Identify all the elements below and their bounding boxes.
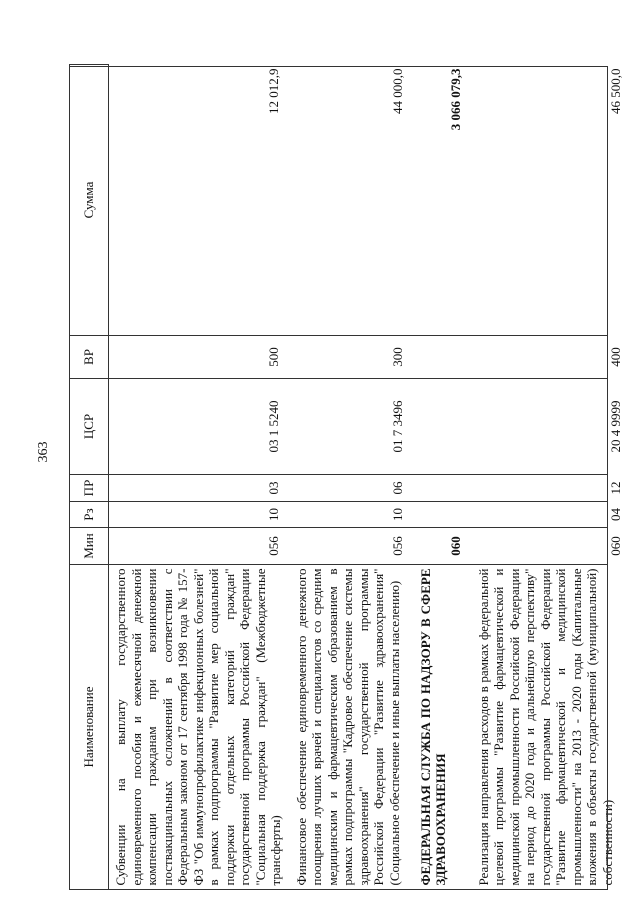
row-csr: 03 1 5240 xyxy=(266,400,281,453)
header-rz: Рз xyxy=(70,502,109,528)
header-csr: ЦСР xyxy=(70,379,109,475)
row-rz: 04 xyxy=(608,508,623,521)
row-sum: 3 066 079,3 xyxy=(448,68,463,131)
row-pr: 06 xyxy=(390,481,405,495)
row-sum: 12 012,9 xyxy=(266,68,281,114)
column-divider xyxy=(69,474,608,475)
table-row xyxy=(109,65,290,890)
table-header-row xyxy=(70,65,109,890)
row-pr xyxy=(414,475,472,502)
row-vr xyxy=(414,336,472,379)
table-row xyxy=(414,65,472,890)
row-sum: 46 500,0 xyxy=(608,68,623,114)
row-name: Финансовое обеспечение единовременного денежного поощрения лучших врачей и специалистов со средним медицинским и фармацевтическим образованием в рамках подпрограммы "Кадровое обеспечение системы здравоохранения" государственной программы Российской Федерации "Развитие здравоохранения" (Социальное обеспечение и иные выплаты населению) xyxy=(293,568,402,886)
header-sum: Сумма xyxy=(70,65,109,336)
row-vr: 400 xyxy=(608,347,623,367)
row-min: 056 xyxy=(266,536,281,556)
row-vr: 500 xyxy=(266,347,281,367)
header-pr: ПР xyxy=(70,475,109,502)
column-divider xyxy=(69,501,608,502)
column-divider xyxy=(69,564,608,565)
row-min: 060 xyxy=(448,536,463,556)
row-csr: 20 4 9999 xyxy=(608,400,623,453)
header-min: Мин xyxy=(70,528,109,565)
header-vr: ВР xyxy=(70,336,109,379)
column-divider xyxy=(69,335,608,336)
budget-table xyxy=(69,64,632,890)
column-divider xyxy=(69,527,608,528)
row-pr: 03 xyxy=(266,481,281,495)
header-name: Наименование xyxy=(70,565,109,890)
row-name: ФЕДЕРАЛЬНАЯ СЛУЖБА ПО НАДЗОРУ В СФЕРЕ ЗДРАВООХРАНЕНИЯ xyxy=(417,568,448,886)
page-number: 363 xyxy=(36,441,51,463)
table-row xyxy=(472,65,632,890)
budget-table-rotated xyxy=(69,65,623,890)
row-csr xyxy=(414,379,472,475)
row-rz: 10 xyxy=(390,508,405,521)
table-row xyxy=(290,65,414,890)
row-name: Субвенции на выплату государственного единовременного пособия и ежемесячной денежной компенсации гражданам при возникновении поствакцинальных осложнений в соответствии с Федеральным законом от 17 сентября 1998 года № 157-ФЗ "Об иммунопрофилактике инфекционных болезней" в рамках подпрограммы "Развитие мер социальной поддержки отдельных категорий граждан" государственной программы Российской Федерации "Социальная поддержка граждан" (Межбюджетные трансферты) xyxy=(113,568,283,886)
row-pr: 12 xyxy=(608,481,623,495)
row-min: 056 xyxy=(390,536,405,556)
column-divider xyxy=(69,378,608,379)
row-min: 060 xyxy=(608,536,623,556)
row-name: Реализация направления расходов в рамках федеральной целевой программы "Развитие фармацевтической и медицинской промышленности Российской Федерации на период до 2020 года и дальнейшую перспективу" государственной программы Российской Федерации "Развитие фармацевтической и медицинской промышленности" на 2013 - 2020 годы (Капитальные вложения в объекты государственной (муниципальной) собственности) xyxy=(475,568,615,886)
row-vr: 300 xyxy=(390,347,405,367)
row-rz: 10 xyxy=(266,508,281,521)
row-sum: 44 000,0 xyxy=(390,68,405,114)
row-csr: 01 7 3496 xyxy=(390,400,405,453)
row-rz xyxy=(414,502,472,528)
